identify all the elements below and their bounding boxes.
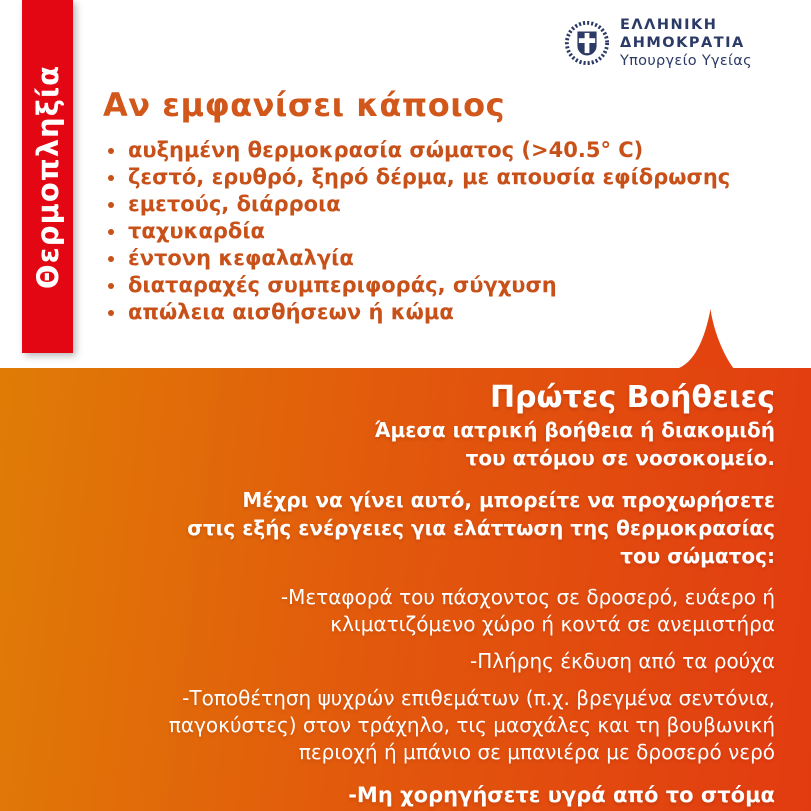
text-line: στις εξής ενέργειες για ελάττωση της θερμοκρασίας (187, 516, 775, 540)
first-aid-section (0, 368, 811, 811)
ministry-logo (564, 16, 811, 70)
text-line: -Τοποθέτηση ψυχρών επιθεμάτων (π.χ. βρεγμένα σεντόνια, (182, 686, 775, 710)
symptom-text: έντονη κεφαλαλγία (128, 246, 354, 270)
bullet-icon (108, 310, 114, 316)
symptom-text: εμετούς, διάρροια (128, 192, 341, 216)
symptoms-heading: Αν εμφανίσει κάποιος (103, 86, 506, 124)
bullet-icon (108, 175, 114, 181)
text-line: Μέχρι να γίνει αυτό, μπορείτε να προχωρήσετε (242, 488, 775, 512)
list-item (108, 299, 768, 326)
bullet-icon (108, 256, 114, 262)
greek-national-emblem-icon (564, 20, 610, 66)
list-item (108, 272, 768, 299)
ministry-logo-text (620, 16, 811, 70)
topic-banner-label: Θερμοπληξία (30, 64, 65, 289)
list-item (108, 245, 768, 272)
text-line: Άμεσα ιατρική βοήθεια ή διακομιδή (374, 418, 775, 442)
symptom-text: ταχυκαρδία (128, 219, 265, 243)
bullet-icon (108, 148, 114, 154)
first-aid-paragraph-until (30, 486, 775, 570)
text-line: κλιματιζόμενο χώρο ή κοντά σε ανεμιστήρα (330, 612, 775, 636)
first-aid-warning-no-fluids (30, 780, 775, 810)
bullet-icon (108, 229, 114, 235)
first-aid-paragraph-immediate (30, 416, 775, 472)
symptom-text: απώλεια αισθήσεων ή κώμα (128, 300, 454, 324)
first-aid-heading: Πρώτες Βοήθειες (489, 380, 775, 415)
flame-icon (672, 307, 738, 369)
text-line: -Μη χορηγήσετε υγρά από το στόμα (348, 783, 775, 807)
symptoms-list (108, 137, 768, 326)
list-item (108, 218, 768, 245)
org-unit: Υπουργείο Υγείας (620, 53, 752, 70)
first-aid-step-compresses (30, 685, 775, 766)
bullet-icon (108, 283, 114, 289)
bullet-icon (108, 202, 114, 208)
org-name: ΕΛΛΗΝΙΚΗ ΔΗΜΟΚΡΑΤΙΑ (620, 17, 745, 52)
text-line: παγοκύστες) στον τράχηλο, τις μασχάλες και τη βουβωνική (168, 713, 775, 737)
first-aid-step-move (30, 584, 775, 638)
text-line: περιοχή ή μπάνιο σε μπανιέρα με δροσερό νερό (298, 740, 775, 764)
text-line: του σώματος: (620, 544, 775, 568)
topic-banner (22, 0, 73, 353)
text-line: του ατόμου σε νοσοκομείο. (465, 446, 775, 470)
text-line: -Πλήρης έκδυση από τα ρούχα (470, 649, 775, 673)
first-aid-step-undress (30, 648, 775, 675)
symptom-text: αυξημένη θερμοκρασία σώματος (>40.5° C) (128, 138, 644, 162)
list-item (108, 137, 768, 164)
symptom-text: ζεστό, ερυθρό, ξηρό δέρμα, με απουσία εφίδρωσης (128, 165, 731, 189)
symptom-text: διαταραχές συμπεριφοράς, σύγχυση (128, 273, 557, 297)
text-line: -Μεταφορά του πάσχοντος σε δροσερό, ευάερο ή (280, 585, 775, 609)
list-item (108, 191, 768, 218)
list-item (108, 164, 768, 191)
